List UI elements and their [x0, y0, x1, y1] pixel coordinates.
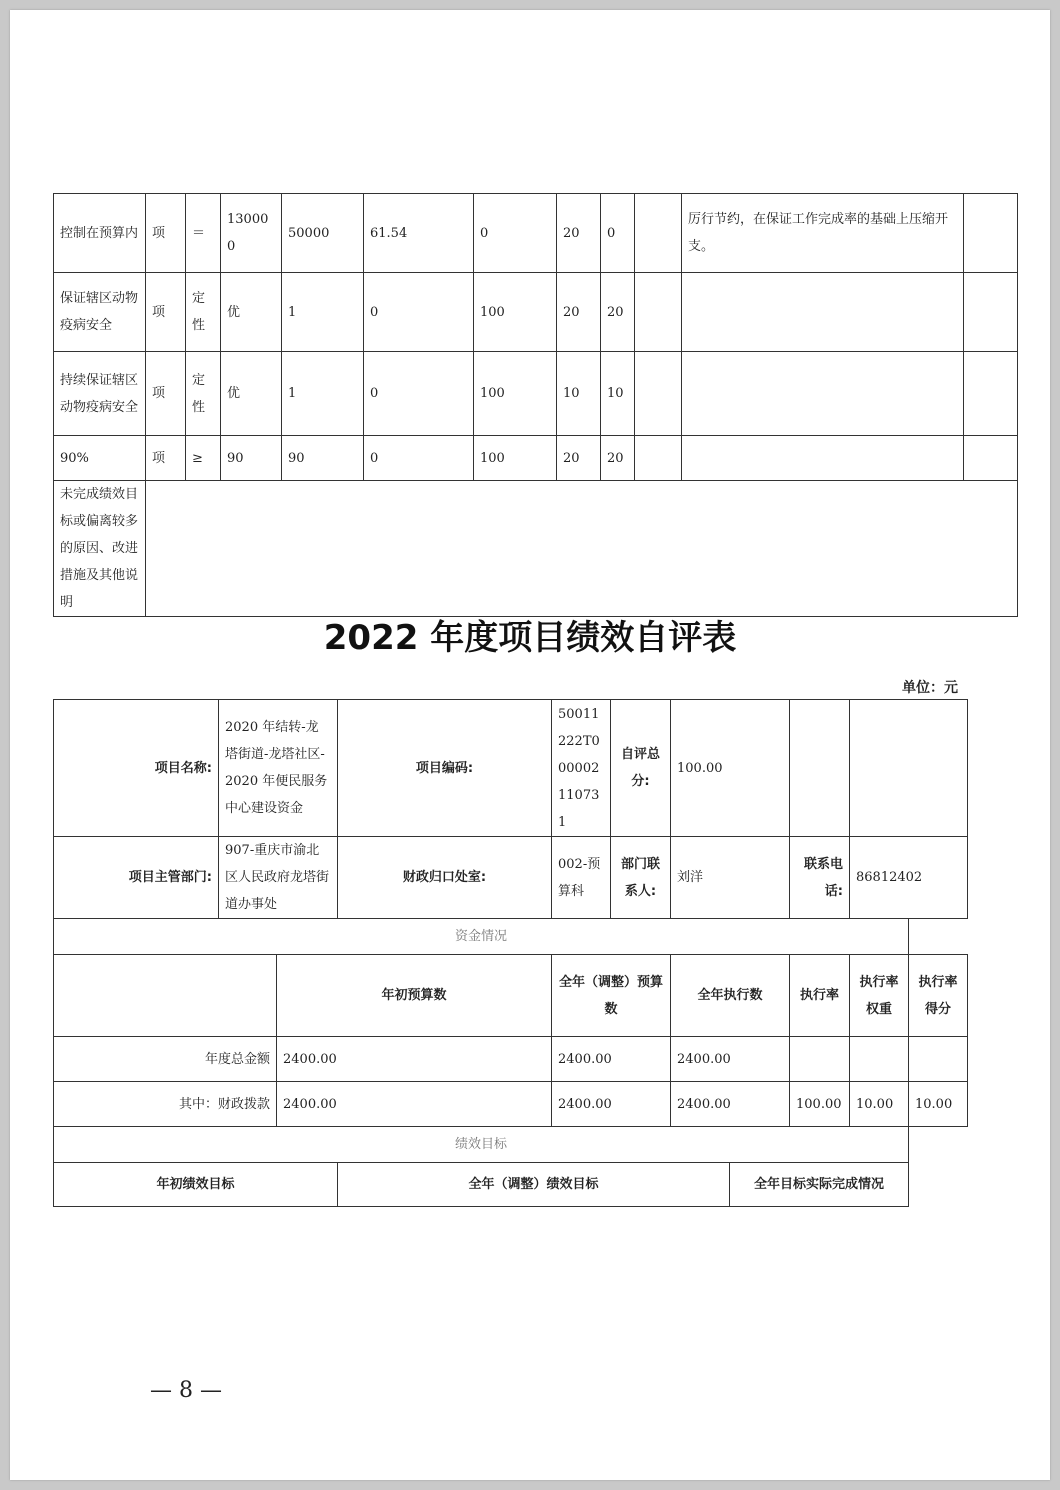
indicator-cell: 项 [146, 273, 186, 352]
perf-section-row [54, 1127, 968, 1163]
funds-cell: 2400.00 [671, 1082, 790, 1127]
dept-value: 907-重庆市渝北区人民政府龙塔街道办事处 [219, 837, 338, 919]
indicator-cell: 项 [146, 436, 186, 481]
indicator-cell: 0 [364, 352, 474, 436]
indicator-cell: 厉行节约，在保证工作完成率的基础上压缩开支。 [682, 194, 964, 273]
indicator-cell: 项 [146, 352, 186, 436]
contact-label: 部门联系人: [611, 837, 671, 919]
indicator-cell: 控制在预算内 [54, 194, 146, 273]
funds-section-title: 资金情况 [54, 919, 909, 955]
indicator-cell: 保证辖区动物疫病安全 [54, 273, 146, 352]
indicator-cell: 项 [146, 194, 186, 273]
funds-row-label: 其中：财政拨款 [54, 1082, 277, 1127]
indicator-cell: 20 [601, 436, 635, 481]
perf-header: 全年目标实际完成情况 [730, 1163, 909, 1207]
funds-cell: 100.00 [790, 1082, 850, 1127]
indicator-cell: 90 [221, 436, 282, 481]
indicator-cell [964, 436, 1018, 481]
indicator-cell: ＝ [186, 194, 221, 273]
indicator-cell: 20 [557, 273, 601, 352]
funds-cell: 2400.00 [552, 1037, 671, 1082]
funds-header: 执行率得分 [909, 955, 968, 1037]
finance-office-value: 002-预算科 [552, 837, 611, 919]
indicator-cell: 定性 [186, 273, 221, 352]
funds-header: 执行率 [790, 955, 850, 1037]
page-title: 2022 年度项目绩效自评表 [323, 618, 737, 658]
indicator-cell [964, 194, 1018, 273]
funds-cell: 2400.00 [277, 1082, 552, 1127]
indicator-cell [635, 352, 682, 436]
perf-header: 年初绩效目标 [54, 1163, 338, 1207]
self-score-value: 100.00 [671, 700, 790, 837]
indicator-cell: 130000 [221, 194, 282, 273]
indicator-cell [682, 436, 964, 481]
contact-value: 刘洋 [671, 837, 790, 919]
indicator-cell [682, 352, 964, 436]
funds-cell: 2400.00 [552, 1082, 671, 1127]
indicator-cell: 90% [54, 436, 146, 481]
indicator-cell: 优 [221, 352, 282, 436]
indicator-cell: 10 [557, 352, 601, 436]
funds-header-row [54, 955, 968, 1037]
funds-row-label: 年度总金额 [54, 1037, 277, 1082]
indicator-cell: 0 [601, 194, 635, 273]
indicator-cell: 优 [221, 273, 282, 352]
indicator-cell: 100 [474, 352, 557, 436]
note-row [54, 481, 1018, 617]
funds-header: 全年（调整）预算数 [552, 955, 671, 1037]
dept-label: 项目主管部门: [54, 837, 219, 919]
funds-cell [850, 1037, 909, 1082]
indicator-cell: 0 [364, 273, 474, 352]
indicator-cell: 50000 [282, 194, 364, 273]
indicator-cell [964, 273, 1018, 352]
document-page [10, 10, 1050, 1480]
funds-header: 执行率权重 [850, 955, 909, 1037]
indicator-cell: 10 [601, 352, 635, 436]
indicator-row [54, 352, 1018, 436]
funds-header: 年初预算数 [277, 955, 552, 1037]
indicator-cell [964, 352, 1018, 436]
self-evaluation-table [53, 699, 968, 1207]
phone-label: 联系电话: [790, 837, 850, 919]
funds-row [54, 1037, 968, 1082]
indicator-table [53, 193, 1018, 617]
blank-cell [850, 700, 968, 837]
indicator-cell: 20 [557, 194, 601, 273]
indicator-cell: 20 [601, 273, 635, 352]
department-row [54, 837, 968, 919]
funds-header: 全年执行数 [671, 955, 790, 1037]
funds-header-blank [54, 955, 277, 1037]
project-code-label-cell: 项目编码: [338, 700, 552, 837]
unit-label: 单位：元 [902, 680, 958, 696]
perf-header: 全年（调整）绩效目标 [338, 1163, 730, 1207]
indicator-row [54, 436, 1018, 481]
indicator-cell: 61.54 [364, 194, 474, 273]
funds-cell [909, 1037, 968, 1082]
blank-cell [790, 700, 850, 837]
note-value [146, 481, 1018, 617]
indicator-cell: 1 [282, 352, 364, 436]
indicator-cell [635, 194, 682, 273]
page-number: — 8 — [150, 1378, 222, 1403]
indicator-cell: 100 [474, 436, 557, 481]
funds-cell: 2400.00 [671, 1037, 790, 1082]
indicator-cell [682, 273, 964, 352]
funds-cell: 2400.00 [277, 1037, 552, 1082]
indicator-cell [635, 273, 682, 352]
project-name-label: 项目名称: [54, 700, 219, 837]
indicator-cell: 0 [364, 436, 474, 481]
indicator-cell: 100 [474, 273, 557, 352]
project-name-row [54, 700, 968, 837]
perf-header-row [54, 1163, 968, 1207]
indicator-row [54, 194, 1018, 273]
indicator-cell: 定性 [186, 352, 221, 436]
indicator-cell: 1 [282, 273, 364, 352]
funds-section-row [54, 919, 968, 955]
project-code-value: 50011222T000002110731 [552, 700, 611, 837]
project-name-value: 2020 年结转-龙塔街道-龙塔社区-2020 年便民服务中心建设资金 [219, 700, 338, 837]
indicator-cell: 0 [474, 194, 557, 273]
indicator-row [54, 273, 1018, 352]
funds-cell: 10.00 [909, 1082, 968, 1127]
note-label: 未完成绩效目标或偏离较多的原因、改进措施及其他说明 [54, 481, 146, 617]
phone-value: 86812402 [850, 837, 968, 919]
perf-section-title: 绩效目标 [54, 1127, 909, 1163]
indicator-cell: ≥ [186, 436, 221, 481]
indicator-cell: 持续保证辖区动物疫病安全 [54, 352, 146, 436]
funds-cell: 10.00 [850, 1082, 909, 1127]
indicator-cell: 90 [282, 436, 364, 481]
funds-row [54, 1082, 968, 1127]
self-score-label: 自评总分: [611, 700, 671, 837]
indicator-cell [635, 436, 682, 481]
funds-cell [790, 1037, 850, 1082]
indicator-cell: 20 [557, 436, 601, 481]
finance-office-label: 财政归口处室: [338, 837, 552, 919]
